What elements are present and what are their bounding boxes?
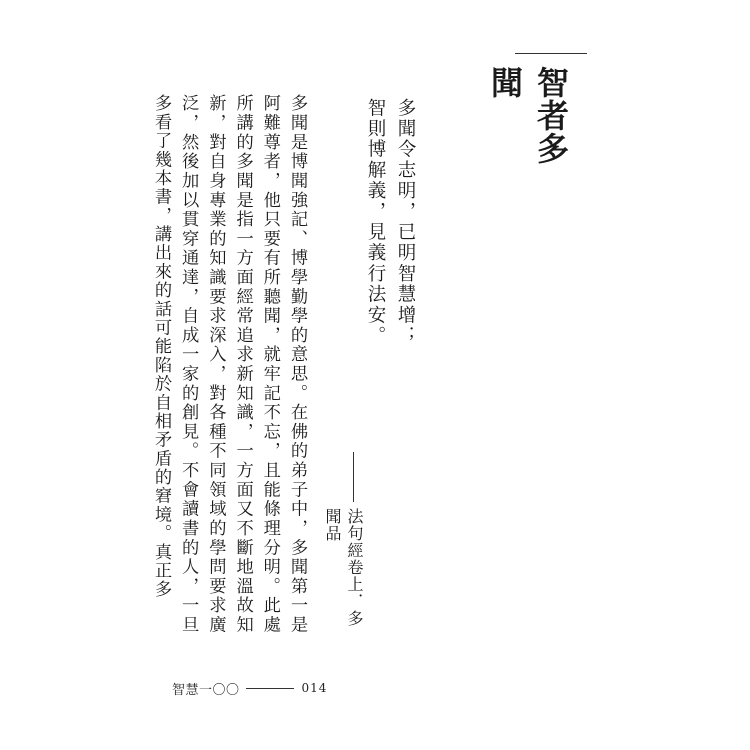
title-rule <box>515 53 587 54</box>
verse-line-1: 多聞令志明，已明智慧增； <box>395 98 416 347</box>
verse-line-2: 智則博解義，見義行法安。 <box>365 98 386 347</box>
footer-rule <box>246 688 294 689</box>
body-text: 多聞是博聞強記、博學勤學的意思。在佛的弟子中，多聞第一是阿難尊者，他只要有所聽聞，就牢記不忘，且能條理分明。此處所講的多聞是指一方面經常追求新知識，一方面又不斷地溫故知新，對自身專業的知識要求深入，對各種不同領域的學問要求廣泛，然後加以貫穿通達，自成一家的創見。不會讀書的人，一旦多看了幾本書，講出來的話可能陷於自相矛盾的窘境。真正多 <box>150 94 307 634</box>
verse-block <box>360 98 420 358</box>
page-number: 014 <box>301 681 328 695</box>
page-footer <box>172 678 327 698</box>
running-title: 智慧一〇〇 <box>172 682 240 698</box>
verse-source: 法句經卷上．多聞品 <box>323 508 364 627</box>
chapter-title: 智者多聞 <box>486 66 570 165</box>
source-dash <box>353 452 354 502</box>
